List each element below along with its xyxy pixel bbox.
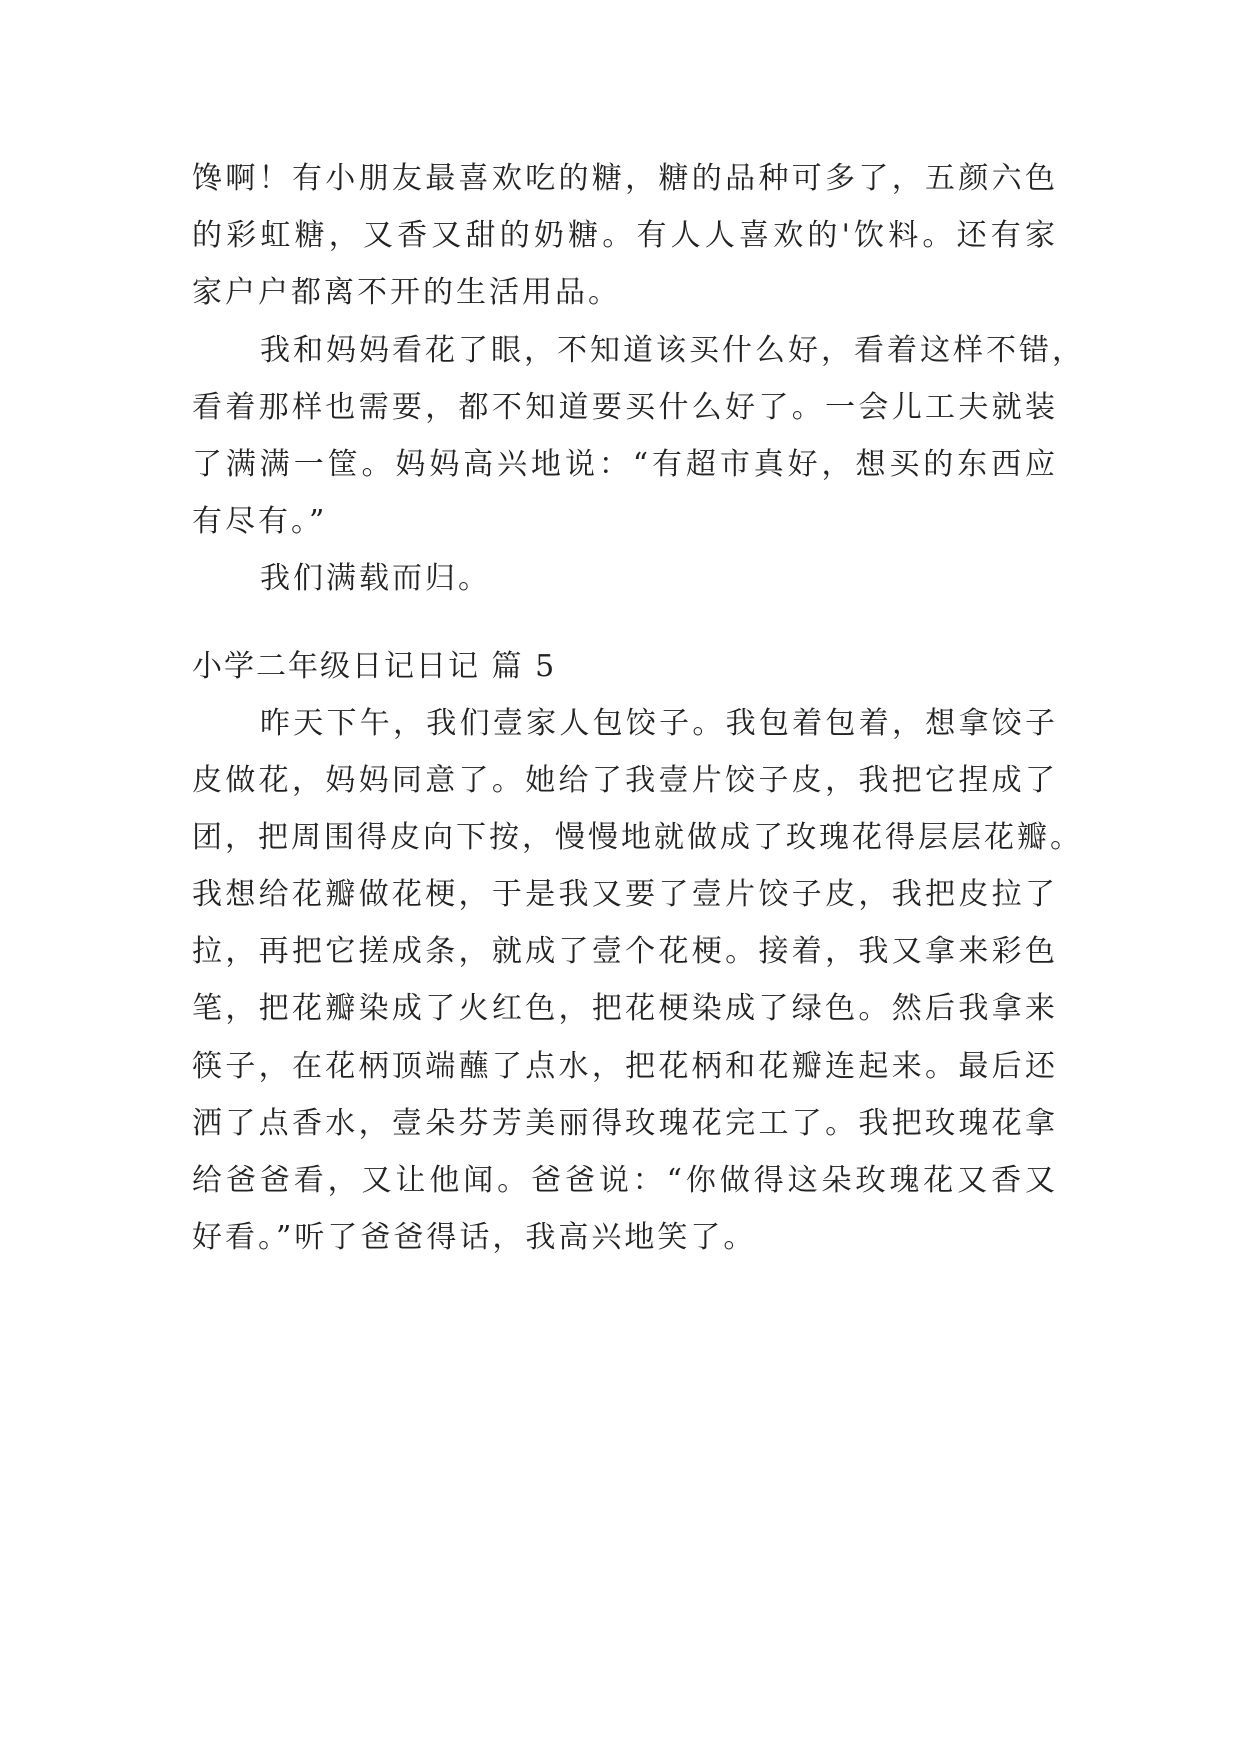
paragraph-1 bbox=[192, 150, 1058, 322]
text-line: 我们满载而归。 bbox=[260, 561, 491, 597]
text-line: 的彩虹糖，又香又甜的奶糖。有人人喜欢的'饮料。还有家 bbox=[192, 218, 1058, 254]
paragraph-3 bbox=[192, 550, 1058, 607]
text-line: 了满满一筐。妈妈高兴地说：“有超市真好，想买的东西应 bbox=[192, 446, 1058, 482]
section-title: 小学二年级日记日记 篇 5 bbox=[192, 648, 557, 684]
text-line: 昨天下午，我们壹家人包饺子。我包着包着，想拿饺子 bbox=[260, 705, 1058, 741]
paragraph-2 bbox=[192, 322, 1085, 551]
text-line: 看着那样也需要，都不知道要买什么好了。一会儿工夫就装 bbox=[192, 389, 1058, 425]
text-line: 好看。”听了爸爸得话，我高兴地笑了。 bbox=[192, 1220, 757, 1256]
text-line: 笔，把花瓣染成了火红色，把花梗染成了绿色。然后我拿来 bbox=[192, 991, 1058, 1027]
text-line: 拉，再把它搓成条，就成了壹个花梗。接着，我又拿来彩色 bbox=[192, 934, 1058, 970]
text-line: 有尽有。” bbox=[192, 504, 328, 540]
text-line: 家户户都离不开的生活用品。 bbox=[192, 275, 621, 311]
text-line: 筷子，在花柄顶端蘸了点水，把花柄和花瓣连起来。最后还 bbox=[192, 1048, 1058, 1084]
paragraph-4 bbox=[192, 695, 1083, 1267]
document-page bbox=[192, 150, 1085, 1266]
text-line: 我和妈妈看花了眼，不知道该买什么好，看着这样不错， bbox=[260, 332, 1085, 368]
text-line: 皮做花，妈妈同意了。她给了我壹片饺子皮，我把它捏成了 bbox=[192, 762, 1058, 798]
text-line: 馋啊！有小朋友最喜欢吃的糖，糖的品种可多了，五颜六色 bbox=[192, 161, 1058, 196]
section-gap bbox=[192, 608, 1058, 638]
text-line: 团，把周围得皮向下按，慢慢地就做成了玫瑰花得层层花瓣。 bbox=[192, 819, 1083, 855]
text-line: 给爸爸看，又让他闻。爸爸说：“你做得这朵玫瑰花又香又 bbox=[192, 1163, 1058, 1198]
text-line: 我想给花瓣做花梗，于是我又要了壹片饺子皮，我把皮拉了 bbox=[192, 877, 1058, 913]
text-line: 洒了点香水，壹朵芬芳美丽得玫瑰花完工了。我把玫瑰花拿 bbox=[192, 1105, 1058, 1141]
